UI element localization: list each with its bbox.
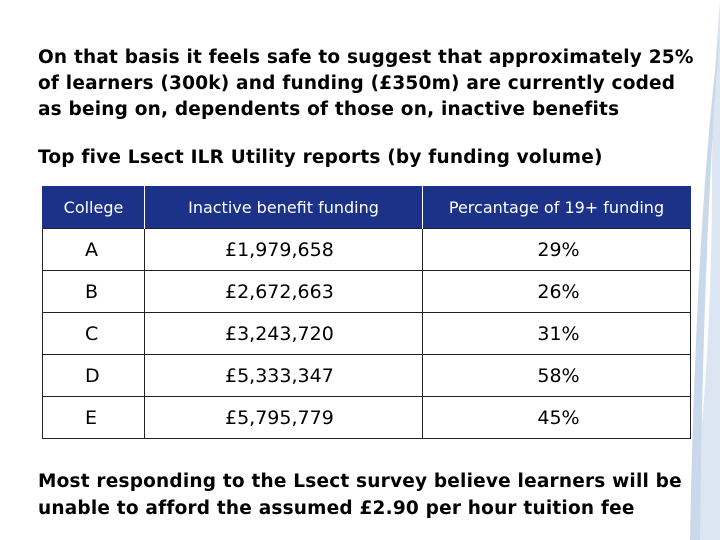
table-header-row: [43, 186, 691, 229]
funding-cell: £1,979,658: [145, 229, 423, 271]
footer-line: unable to afford the assumed £2.90 per hour tuition fee: [38, 498, 635, 519]
table-row: [43, 397, 691, 439]
utility-report-table: [42, 186, 691, 439]
table-row: [43, 271, 691, 313]
intro-line: of learners (300k) and funding (£350m) are currently coded: [38, 73, 676, 94]
intro-line: as being on, dependents of those on, inactive benefits: [38, 99, 620, 120]
funding-cell: £2,672,663: [145, 271, 423, 313]
college-cell: D: [43, 355, 145, 397]
intro-paragraph: [38, 45, 698, 123]
footer-paragraph: [38, 468, 708, 522]
funding-cell: £5,333,347: [145, 355, 423, 397]
college-cell: C: [43, 313, 145, 355]
table-row: [43, 313, 691, 355]
footer-line: Most responding to the Lsect survey believe learners will be: [38, 471, 682, 492]
intro-line: On that basis it feels safe to suggest that approximately 25%: [38, 47, 694, 68]
table-row: [43, 229, 691, 271]
table-row: [43, 355, 691, 397]
table-subtitle: Top five Lsect ILR Utility reports (by funding volume): [38, 147, 603, 168]
percentage-cell: 31%: [423, 313, 691, 355]
funding-cell: £5,795,779: [145, 397, 423, 439]
college-cell: A: [43, 229, 145, 271]
header-inactive-benefit-funding: Inactive benefit funding: [145, 186, 423, 229]
percentage-cell: 45%: [423, 397, 691, 439]
header-percentage-19-plus-funding: Percantage of 19+ funding: [423, 186, 691, 229]
header-college: College: [43, 186, 145, 229]
college-cell: B: [43, 271, 145, 313]
percentage-cell: 58%: [423, 355, 691, 397]
percentage-cell: 26%: [423, 271, 691, 313]
college-cell: E: [43, 397, 145, 439]
funding-cell: £3,243,720: [145, 313, 423, 355]
percentage-cell: 29%: [423, 229, 691, 271]
